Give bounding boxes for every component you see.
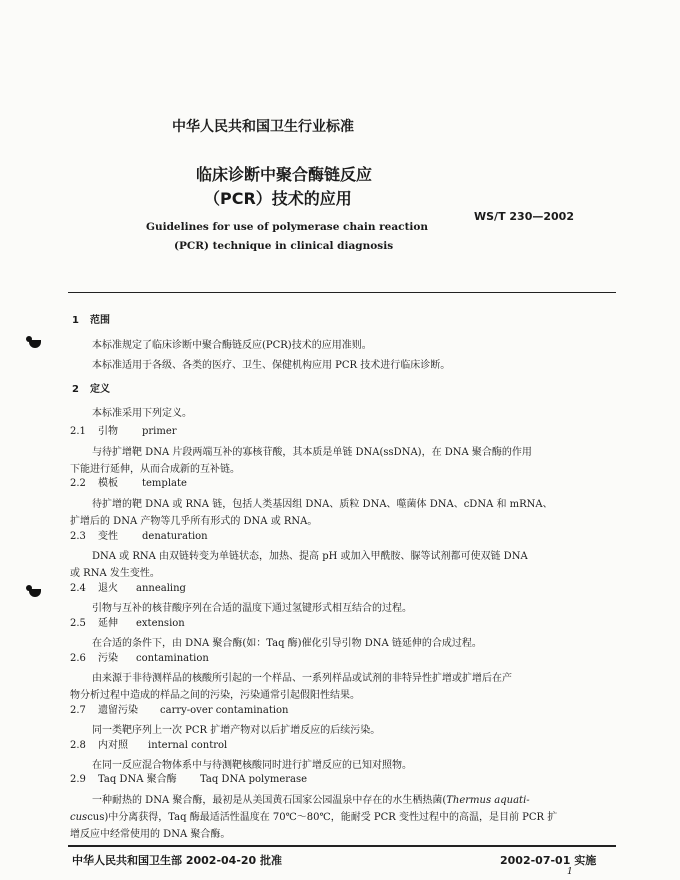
definition-2-1-text-line1: 与待扩增靶 DNA 片段两端互补的寡核苷酸，其本质是单链 DNA(ssDNA)，在 DNA 聚合酶的作用 bbox=[92, 447, 532, 458]
definition-2-9-text-line2-main: cus)中分离获得，Taq 酶最适活性温度在 70℃～80℃，能耐受 PCR 变性过程中的高温，是目前 PCR 扩 bbox=[87, 812, 558, 823]
definition-2-9-text-line2 bbox=[70, 808, 557, 823]
definition-2-5-term-en: extension bbox=[136, 618, 185, 629]
section-1-number: 1 bbox=[72, 315, 79, 326]
definition-2-9-text-line1 bbox=[92, 791, 530, 806]
definition-2-5-text-line1: 在合适的条件下，由 DNA 聚合酶(如：Taq 酶)催化引导引物 DNA 链延伸的合成过程。 bbox=[92, 638, 482, 649]
definition-2-2-term-en: template bbox=[142, 478, 187, 489]
binding-hole-mark-bottom bbox=[29, 589, 41, 597]
document-title-en-line1: Guidelines for use of polymerase chain reaction bbox=[146, 221, 429, 233]
definition-2-5-number: 2.5 bbox=[70, 618, 86, 629]
section-2-intro: 本标准采用下列定义。 bbox=[92, 408, 192, 419]
definition-2-9-text-line3: 增反应中经常使用的 DNA 聚合酶。 bbox=[70, 829, 231, 840]
definition-2-6-number: 2.6 bbox=[70, 653, 86, 664]
definition-2-4-term-en: annealing bbox=[136, 583, 186, 594]
definition-2-5-term: 延伸 bbox=[98, 618, 118, 629]
definition-2-8-term: 内对照 bbox=[98, 740, 128, 751]
section-2-title: 定义 bbox=[90, 384, 110, 395]
standard-code: WS/T 230—2002 bbox=[474, 210, 574, 223]
document-title-cn-line1: 临床诊断中聚合酶链反应 bbox=[196, 165, 373, 184]
definition-2-9-latin-name-part1: Thermus aquati- bbox=[446, 795, 530, 806]
definition-2-8-number: 2.8 bbox=[70, 740, 86, 751]
definition-2-6-text-line1: 由来源于非待测样品的核酸所引起的一个样品、一系列样品或试剂的非特异性扩增或扩增后在产 bbox=[92, 673, 512, 684]
definition-2-9-term-en: Taq DNA polymerase bbox=[200, 774, 308, 785]
definition-2-3-term-en: denaturation bbox=[142, 531, 208, 542]
definition-2-8-text-line1: 在同一反应混合物体系中与待测靶核酸同时进行扩增反应的已知对照物。 bbox=[92, 760, 412, 771]
implementation-date: 2002-07-01 实施 bbox=[500, 854, 597, 867]
section-2-number: 2 bbox=[72, 384, 79, 395]
definition-2-4-number: 2.4 bbox=[70, 583, 86, 594]
definition-2-3-text-line1: DNA 或 RNA 由双链转变为单链状态，加热、提高 pH 或加入甲酰胺、脲等试剂都可使双链 DNA bbox=[92, 551, 528, 562]
footer-divider bbox=[68, 845, 616, 847]
definition-2-7-term-en: carry-over contamination bbox=[160, 705, 289, 716]
definition-2-9-text-line1-main: 一种耐热的 DNA 聚合酶，最初是从美国黄石国家公园温泉中存在的水生栖热菌( bbox=[92, 795, 447, 806]
definition-2-9-latin-name-part2: cus bbox=[70, 812, 88, 823]
binding-hole-mark-top bbox=[29, 340, 41, 348]
definition-2-6-text-line2: 物分析过程中造成的样品之间的污染，污染通常引起假阳性结果。 bbox=[70, 690, 360, 701]
approval-info: 中华人民共和国卫生部 2002-04-20 批准 bbox=[72, 854, 283, 867]
definition-2-7-number: 2.7 bbox=[70, 705, 86, 716]
definition-2-2-number: 2.2 bbox=[70, 478, 86, 489]
header-divider bbox=[68, 292, 616, 293]
definition-2-2-term: 模板 bbox=[98, 478, 118, 489]
document-title-en-line2: (PCR) technique in clinical diagnosis bbox=[174, 240, 394, 252]
definition-2-6-term: 污染 bbox=[98, 653, 118, 664]
definition-2-6-term-en: contamination bbox=[136, 653, 209, 664]
definition-2-1-term: 引物 bbox=[98, 426, 118, 437]
definition-2-9-term: Taq DNA 聚合酶 bbox=[98, 774, 177, 785]
document-title-cn-line2: （PCR）技术的应用 bbox=[204, 189, 352, 208]
section-1-paragraph-2: 本标准适用于各级、各类的医疗、卫生、保健机构应用 PCR 技术进行临床诊断。 bbox=[92, 360, 451, 371]
definition-2-4-text-line1: 引物与互补的核苷酸序列在合适的温度下通过氢键形式相互结合的过程。 bbox=[92, 603, 412, 614]
definition-2-2-text-line2: 扩增后的 DNA 产物等几乎所有形式的 DNA 或 RNA。 bbox=[70, 516, 318, 527]
issuing-standard-title: 中华人民共和国卫生行业标准 bbox=[172, 119, 354, 135]
definition-2-4-term: 退火 bbox=[98, 583, 118, 594]
definition-2-7-term: 遗留污染 bbox=[98, 705, 138, 716]
definition-2-1-term-en: primer bbox=[142, 426, 177, 437]
definition-2-3-term: 变性 bbox=[98, 531, 118, 542]
definition-2-8-term-en: internal control bbox=[148, 740, 228, 751]
definition-2-1-number: 2.1 bbox=[70, 426, 86, 437]
section-1-paragraph-1: 本标准规定了临床诊断中聚合酶链反应(PCR)技术的应用准则。 bbox=[92, 340, 372, 351]
definition-2-3-text-line2: 或 RNA 发生变性。 bbox=[70, 568, 160, 579]
definition-2-9-number: 2.9 bbox=[70, 774, 86, 785]
definition-2-7-text-line1: 同一类靶序列上一次 PCR 扩增产物对以后扩增反应的后续污染。 bbox=[92, 725, 381, 736]
definition-2-3-number: 2.3 bbox=[70, 531, 86, 542]
definition-2-1-text-line2: 下能进行延伸，从而合成新的互补链。 bbox=[70, 464, 240, 475]
definition-2-2-text-line1: 待扩增的靶 DNA 或 RNA 链，包括人类基因组 DNA、质粒 DNA、噬菌体 DNA、cDNA 和 mRNA、 bbox=[92, 499, 553, 510]
page-number: 1 bbox=[567, 867, 573, 877]
section-1-title: 范围 bbox=[90, 315, 110, 326]
